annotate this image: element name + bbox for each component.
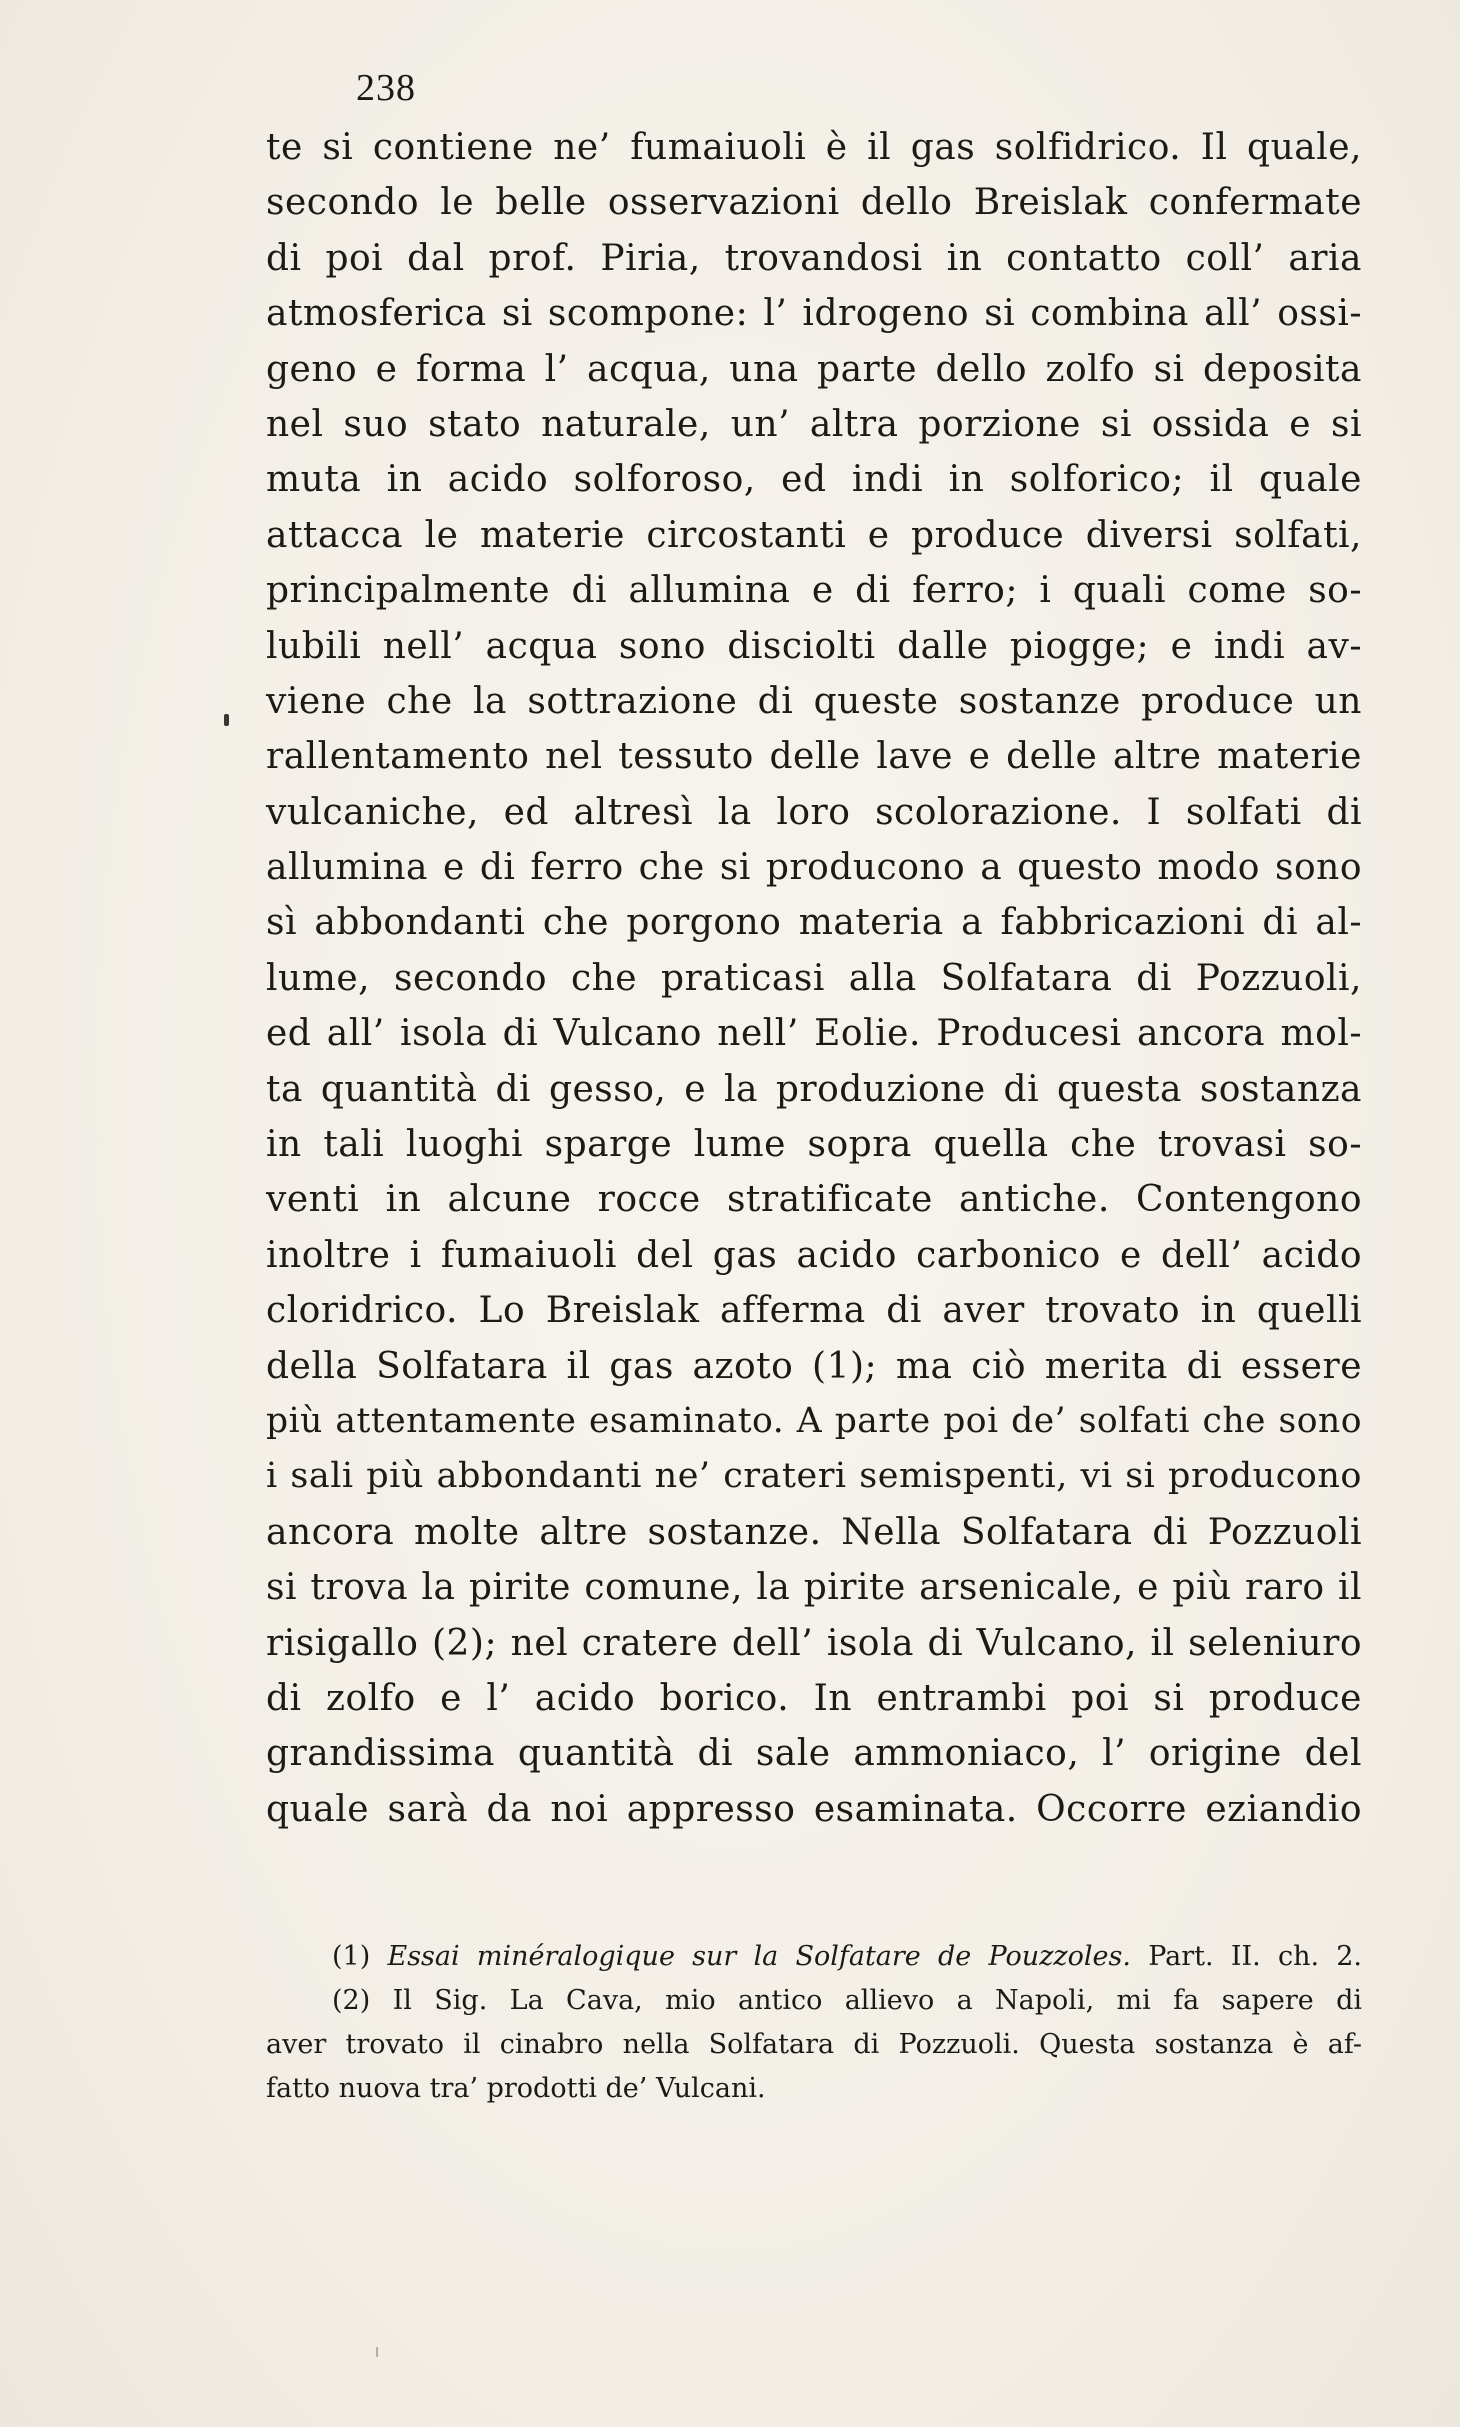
text-line: ta quantità di gesso, e la produzione di questa sostanza — [266, 1068, 1362, 1110]
text-line: sì abbondanti che porgono materia a fabbricazioni di al- — [266, 902, 1362, 944]
text-line: allumina e di ferro che si producono a questo modo sono — [266, 847, 1362, 889]
footnote-2-line: fatto nuova tra’ prodotti de’ Vulcani. — [266, 2073, 766, 2104]
text-line: ancora molte altre sostanze. Nella Solfatara di Pozzuoli — [266, 1511, 1362, 1553]
footnote-1 — [266, 1935, 1362, 1979]
text-line: nel suo stato naturale, un’ altra porzione si ossida e si — [266, 403, 1362, 445]
text-line: muta in acido solforoso, ed indi in solforico; il quale — [266, 459, 1362, 501]
body-text — [266, 120, 1362, 1837]
footnote-1-marker: (1) — [332, 1941, 371, 1972]
text-line: cloridrico. Lo Breislak afferma di aver trovato in quelli — [266, 1290, 1362, 1332]
text-line: viene che la sottrazione di queste sostanze produce un — [266, 680, 1362, 722]
text-line: lume, secondo che praticasi alla Solfatara di Pozzuoli, — [266, 957, 1362, 999]
text-line: venti in alcune rocce stratificate antiche. Contengono — [266, 1179, 1362, 1221]
text-line: atmosferica si scompone: l’ idrogeno si combina all’ ossi- — [266, 293, 1362, 335]
text-line: più attentamente esaminato. A parte poi de’ solfati che sono — [266, 1400, 1362, 1441]
footnote-1-citation: Essai minéralogique sur la Solfatare de Pouzzoles. — [387, 1941, 1131, 1972]
text-line: di zolfo e l’ acido borico. In entrambi poi si produce — [266, 1677, 1362, 1719]
text-line: attacca le materie circostanti e produce diversi solfati, — [266, 514, 1362, 556]
text-line: di poi dal prof. Piria, trovandosi in contatto coll’ aria — [266, 237, 1362, 279]
footnote-1-location: Part. II. ch. 2. — [1148, 1941, 1363, 1972]
text-line: secondo le belle osservazioni dello Breislak confermate — [266, 182, 1362, 224]
text-line: i sali più abbondanti ne’ crateri semispenti, vi si producono — [266, 1456, 1362, 1497]
page-number: 238 — [356, 67, 416, 109]
text-line: principalmente di allumina e di ferro; i quali come so- — [266, 570, 1362, 612]
paper-speck — [376, 2347, 378, 2357]
text-line: in tali luoghi sparge lume sopra quella che trovasi so- — [266, 1124, 1362, 1166]
text-line: geno e forma l’ acqua, una parte dello zolfo si deposita — [266, 348, 1362, 390]
margin-mark — [224, 714, 229, 726]
text-line: vulcaniche, ed altresì la loro scolorazione. I solfati di — [266, 791, 1362, 833]
text-line: ed all’ isola di Vulcano nell’ Eolie. Producesi ancora mol- — [266, 1013, 1362, 1055]
text-line: quale sarà da noi appresso esaminata. Occorre eziandio — [266, 1788, 1362, 1830]
text-line: inoltre i fumaiuoli del gas acido carbonico e dell’ acido — [266, 1234, 1362, 1276]
text-line: te si contiene ne’ fumaiuoli è il gas solfidrico. Il quale, — [266, 127, 1362, 168]
text-line: risigallo (2); nel cratere dell’ isola di Vulcano, il seleniuro — [266, 1622, 1362, 1664]
text-line: si trova la pirite comune, la pirite arsenicale, e più raro il — [266, 1567, 1362, 1609]
text-line: della Solfatara il gas azoto (1); ma ciò merita di essere — [266, 1345, 1362, 1387]
footnotes — [266, 1935, 1362, 2111]
text-line: grandissima quantità di sale ammoniaco, l’ origine del — [266, 1733, 1362, 1775]
footnote-2-line: (2) Il Sig. La Cava, mio antico allievo a Napoli, mi fa sapere di — [332, 1985, 1362, 2016]
text-line: lubili nell’ acqua sono disciolti dalle piogge; e indi av- — [266, 625, 1362, 667]
footnote-2-line: aver trovato il cinabro nella Solfatara di Pozzuoli. Questa sostanza è af- — [266, 2029, 1362, 2060]
text-line: rallentamento nel tessuto delle lave e delle altre materie — [266, 736, 1362, 778]
